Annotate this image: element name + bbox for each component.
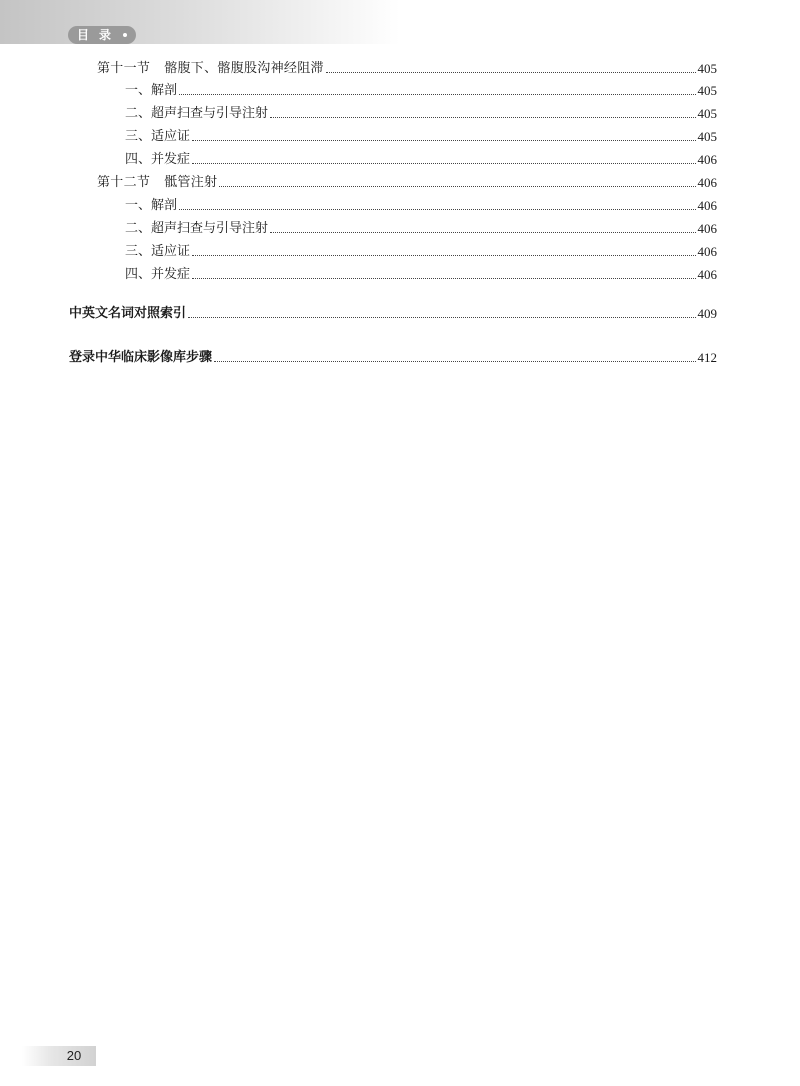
dot-leader <box>270 232 695 233</box>
page-number: 409 <box>697 306 717 321</box>
toc-item[interactable] <box>125 128 717 146</box>
dot-leader <box>192 278 695 279</box>
folio: 20 <box>66 1048 82 1063</box>
dot-leader <box>214 361 695 362</box>
section-title: 髂腹下、髂腹股沟神经阻滞 <box>164 61 324 76</box>
page-number: 406 <box>697 152 717 167</box>
item-label: 四、并发症 <box>125 267 191 282</box>
item-label: 四、并发症 <box>125 152 191 167</box>
dot-leader <box>179 94 695 95</box>
toc-item[interactable] <box>125 105 717 123</box>
dot-leader <box>192 140 695 141</box>
section-number: 第十二节 <box>97 175 151 190</box>
toc-item[interactable] <box>125 220 717 238</box>
page-number: 405 <box>697 106 717 121</box>
dot-leader <box>192 163 695 164</box>
toc-item[interactable] <box>125 197 717 215</box>
section-number: 第十一节 <box>97 61 151 76</box>
page-number: 405 <box>697 61 717 76</box>
dot-leader <box>192 255 695 256</box>
page-number: 412 <box>697 350 717 365</box>
page-number: 405 <box>697 83 717 98</box>
dot-leader <box>188 317 695 318</box>
item-label: 二、超声扫查与引导注射 <box>125 106 269 121</box>
item-label: 二、超声扫查与引导注射 <box>125 221 269 236</box>
item-label: 三、适应证 <box>125 129 191 144</box>
toc-item[interactable] <box>125 151 717 169</box>
item-label: 三、适应证 <box>125 244 191 259</box>
page-number: 406 <box>697 198 717 213</box>
section-title: 骶管注射 <box>164 175 218 190</box>
item-label: 一、解剖 <box>125 83 178 98</box>
page-number: 406 <box>697 221 717 236</box>
page-number: 406 <box>697 175 717 190</box>
dot-leader <box>326 72 696 73</box>
entry-label: 中英文名词对照索引 <box>69 306 187 321</box>
bullet-icon <box>123 33 127 37</box>
item-label: 一、解剖 <box>125 198 178 213</box>
header-label: 目录 <box>77 28 122 42</box>
header-tab <box>68 26 136 44</box>
header-band <box>0 0 400 44</box>
entry-label: 登录中华临床影像库步骤 <box>69 350 213 365</box>
page-number: 405 <box>697 129 717 144</box>
toc-item[interactable] <box>125 82 717 100</box>
toc-item[interactable] <box>125 266 717 284</box>
toc-section-11[interactable] <box>97 60 717 78</box>
toc-item[interactable] <box>125 243 717 261</box>
dot-leader <box>179 209 695 210</box>
dot-leader <box>270 117 695 118</box>
toc-login-entry[interactable] <box>69 349 717 367</box>
toc-section-12[interactable] <box>97 174 717 192</box>
page-number: 406 <box>697 244 717 259</box>
dot-leader <box>219 186 695 187</box>
toc-index-entry[interactable] <box>69 305 717 323</box>
page-number: 406 <box>697 267 717 282</box>
